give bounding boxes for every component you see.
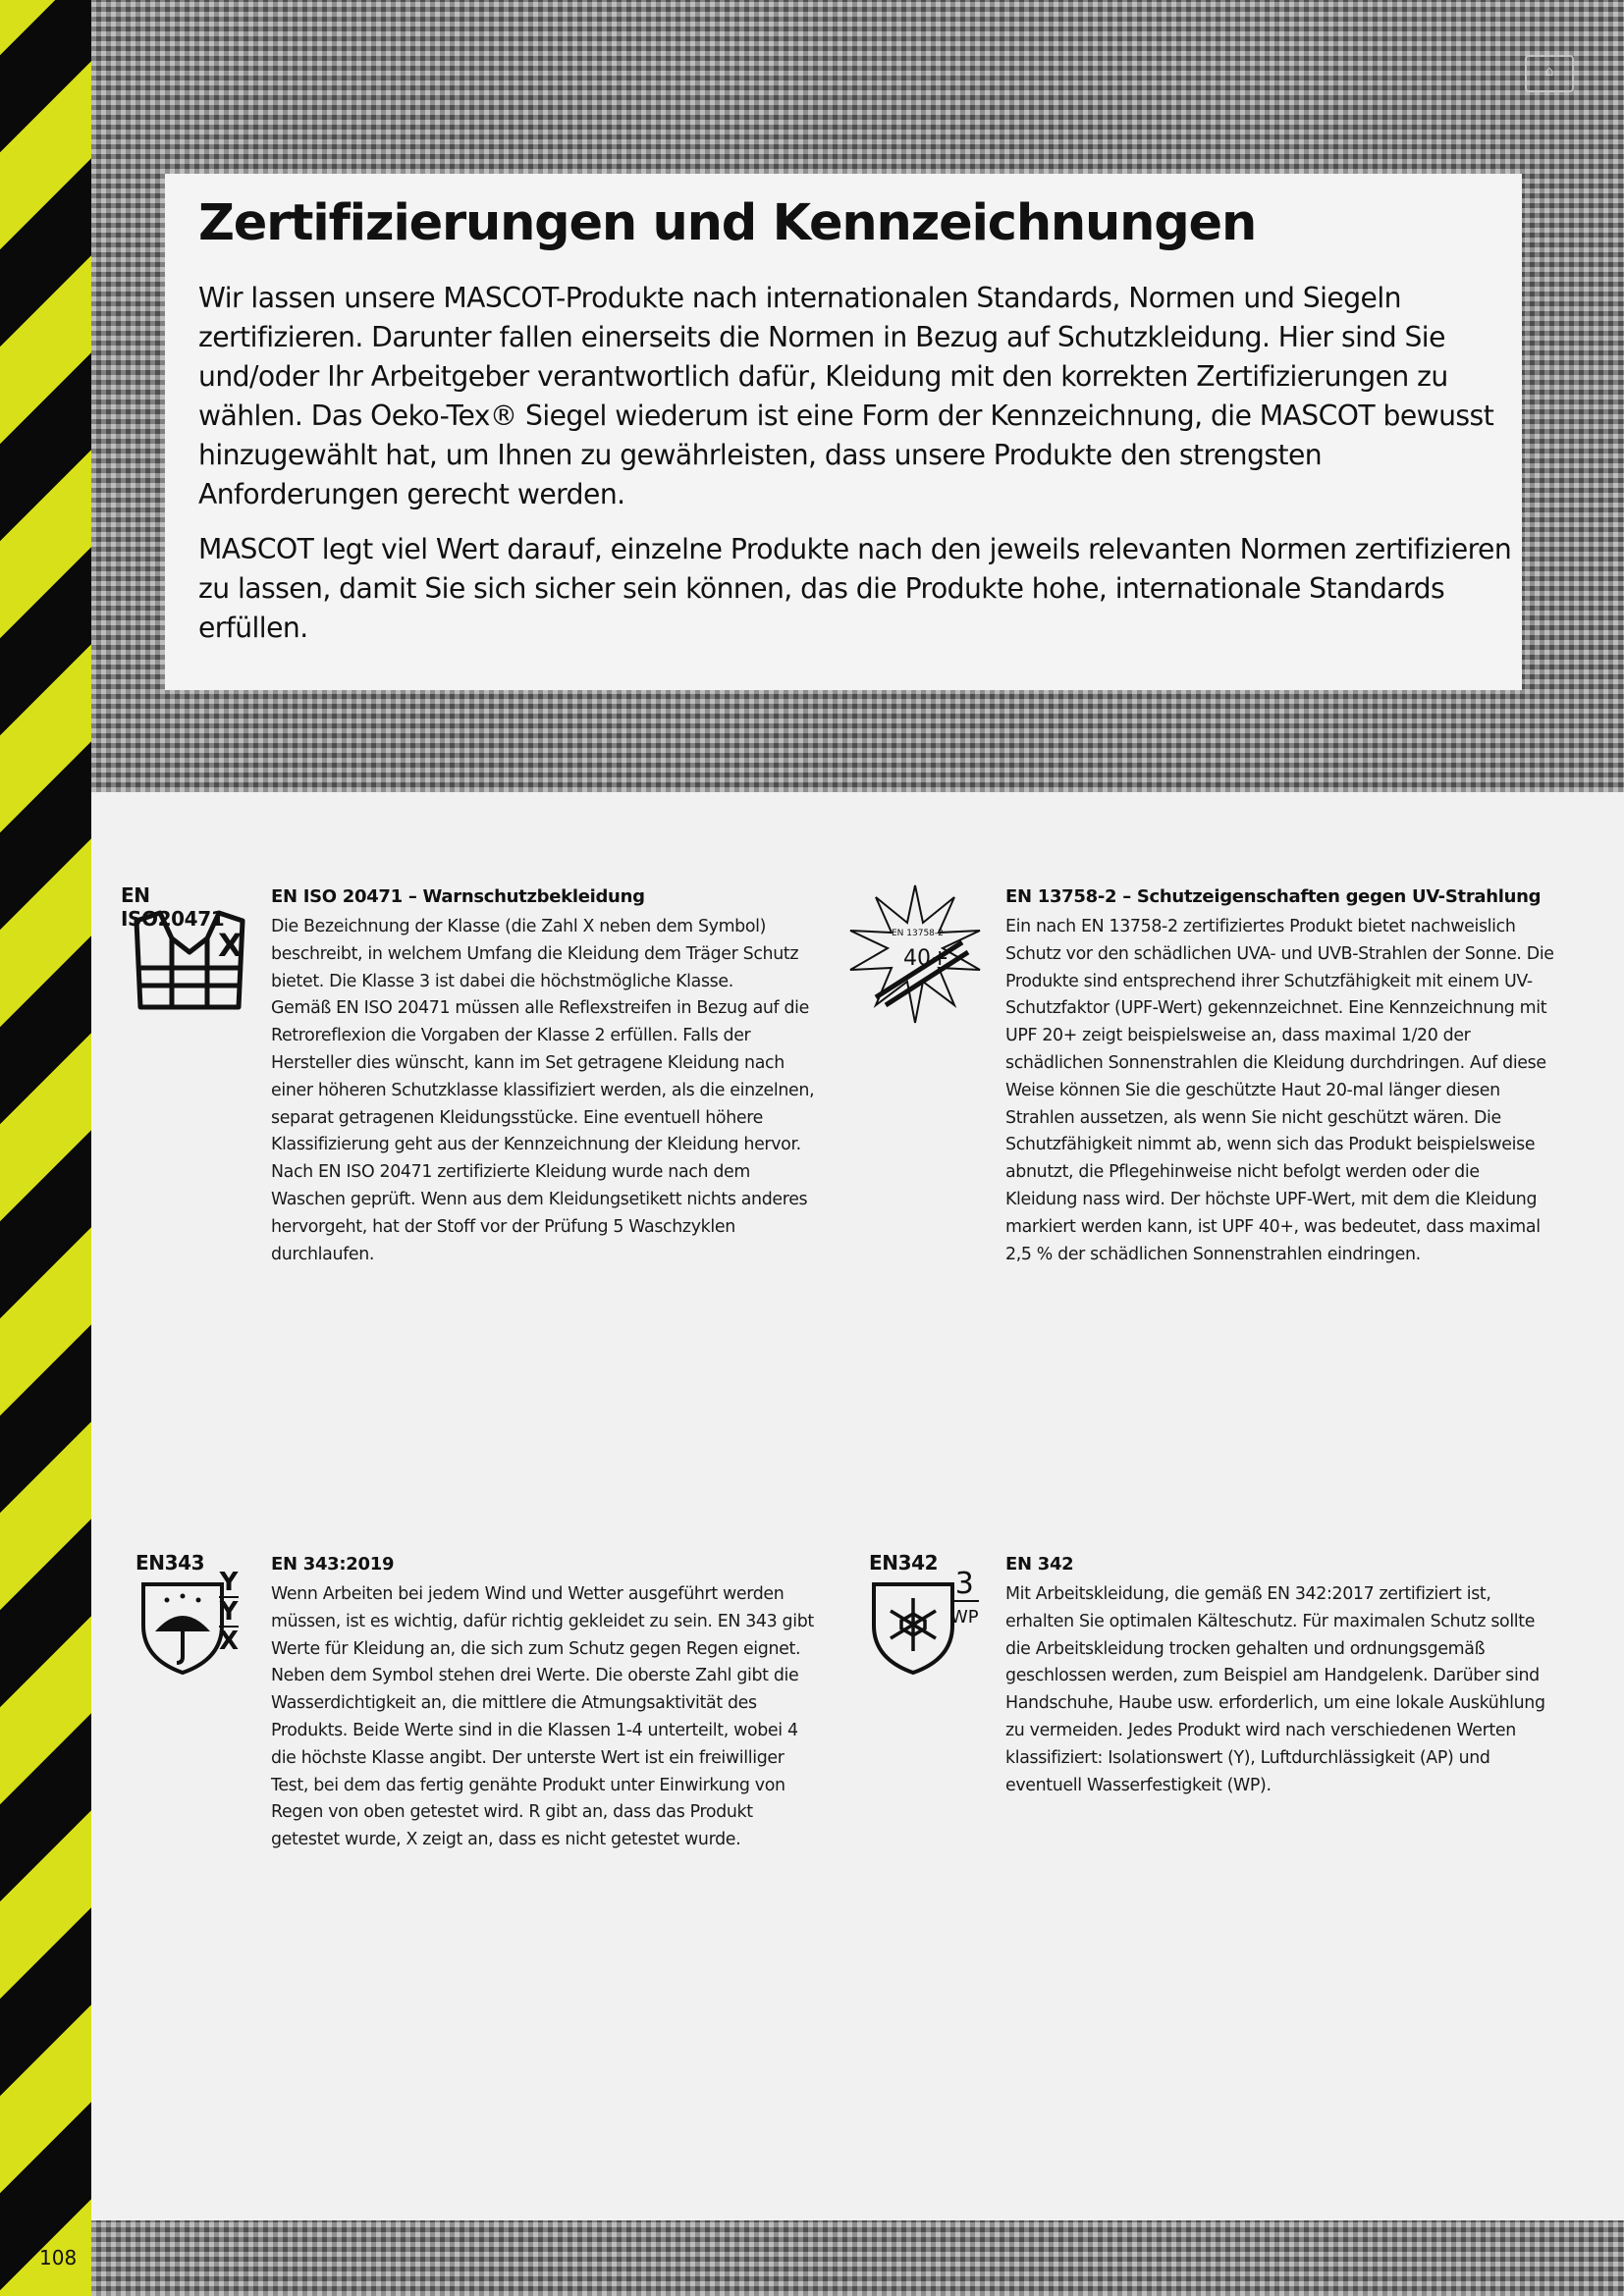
- warning-stripe: [0, 0, 91, 2296]
- cert-paragraph: Ein nach EN 13758-2 zertifiziertes Produkt bietet nachweislich Schutz vor den schädlichen UVA- und UVB-Strahlen der Sonne. Die Produkte sind entsprechend ihrer Schutzfähigkeit mit einem UV-Schutzfaktor (UPF-Wert) gekennzeichnet. Eine Kennzeichnung mit UPF 20+ zeigt beispielsweise an, dass maximal 1/20 der schädlichen Sonnenstrahlen die Kleidung durchdringen. Auf diese Weise können Sie die geschützte Haut 20-mal länger diesen Strahlen aussetzen, als wenn Sie nicht geschützt wären. Die Schutzfähigkeit nimmt ab, wenn sich das Produkt beispielsweise abnutzt, die Pflegehinweise nicht befolgt werden oder die Kleidung nass wird. Der höchste UPF-Wert, mit dem die Kleidung markiert werden kann, ist UPF 40+, was bedeutet, dass maximal 2,5 % der schädlichen Sonnenstrahlen eindringen.: [1005, 917, 1554, 1264]
- page-title: Zertifizierungen und Kennzeichnungen: [198, 194, 1257, 252]
- class-marks: Y Y X: [219, 1568, 240, 1656]
- cert-block-en-342: [1005, 1551, 1555, 1799]
- cert-paragraph: Mit Arbeitskleidung, die gemäß EN 342:2017 zertifiziert ist, erhalten Sie optimalen Kälteschutz. Für maximalen Schutz sollte die Arbeitskleidung trocken gehalten und ordnungsgemäß geschlossen werden, zum Beispiel am Handgelenk. Darüber sind Handschuhe, Haube usw. erforderlich, um eine lokale Auskühlung zu vermeiden. Jedes Produkt wird nach verschiedenen Werten klassifiziert: Isolationswert (Y), Luftdurchlässigkeit (AP) und eventuell Wasserfestigkeit (WP).: [1005, 1584, 1545, 1795]
- cert-title: EN 343:2019: [271, 1554, 395, 1575]
- cert-block-en-343: [271, 1551, 821, 1854]
- intro-paragraph: MASCOT legt viel Wert darauf, einzelne Produkte nach den jeweils relevanten Normen zertifizieren zu lassen, damit Sie sich sicher sein können, das die Produkte hohe, internationale Standards erfüllen.: [198, 533, 1512, 645]
- fabric-texture-footer: [91, 2220, 1624, 2296]
- logo-mark: ⌂: [1525, 55, 1574, 92]
- uv-sun-icon: EN 13758-2 40+: [846, 883, 984, 1026]
- class-mark: X: [218, 927, 243, 964]
- snowflake-shield-icon: EN342: [864, 1551, 982, 1679]
- cert-paragraph: Die Bezeichnung der Klasse (die Zahl X neben dem Symbol) beschreibt, in welchem Umfang die Kleidung dem Träger Schutz bietet. Die Klasse 3 ist dabei die höchstmögliche Klasse.: [271, 917, 799, 991]
- cert-block-en-iso-20471: [271, 883, 821, 1268]
- class-marks: 3 WP: [950, 1569, 979, 1633]
- page-number: 108: [39, 2246, 78, 2269]
- intro-paragraph: Wir lassen unsere MASCOT-Produkte nach internationalen Standards, Normen und Siegeln zertifizieren. Darunter fallen einerseits die Normen in Bezug auf Schutzkleidung. Hier sind Sie und/oder Ihr Arbeitgeber verantwortlich dafür, Kleidung mit den korrekten Zertifizierungen zu wählen. Das Oeko-Tex® Siegel wiederum ist eine Form der Kennzeichnung, die MASCOT bewusst hinzugewählt hat, um Ihnen zu gewährleisten, dass unsere Produkte den strengsten Anforderungen gerecht werden.: [198, 282, 1494, 511]
- cert-title: EN 342: [1005, 1554, 1074, 1575]
- cert-paragraph: Gemäß EN ISO 20471 müssen alle Reflexstreifen in Bezug auf die Retroreflexion die Vorgaben der Klasse 2 erfüllen. Falls der Hersteller dies wünscht, kann im Set getragene Kleidung nach einer höheren Schutzklasse klassifiziert werden, als die einzelnen, separat getragenen Kleidungsstücke. Eine eventuell höhere Klassifizierung geht aus der Kennzeichnung der Kleidung hervor. Nach EN ISO 20471 zertifizierte Kleidung wurde nach dem Waschen geprüft. Wenn aus dem Kleidungsetikett nichts anderes hervorgeht, hat der Stoff vor der Prüfung 5 Waschzyklen durchlaufen.: [271, 998, 815, 1264]
- cert-title: EN 13758-2 – Schutzeigenschaften gegen UV-Strahlung: [1005, 886, 1542, 907]
- rain-umbrella-shield-icon: EN343: [128, 1551, 245, 1679]
- intro-box: [165, 174, 1522, 690]
- cert-block-en-13758-2: [1005, 883, 1555, 1268]
- cert-title: EN ISO 20471 – Warnschutzbekleidung: [271, 886, 645, 907]
- cert-paragraph: Wenn Arbeiten bei jedem Wind und Wetter ausgeführt werden müssen, ist es wichtig, dafür richtig gekleidet zu sein. EN 343 gibt Werte für Kleidung an, die sich zum Schutz gegen Regen eignet. Neben dem Symbol stehen drei Werte. Die oberste Zahl gibt die Wasserdichtigkeit an, die mittlere die Atmungsaktivität des Produkts. Beide Werte sind in die Klassen 1-4 unterteilt, wobei 4 die höchste Klasse angibt. Der unterste Wert ist ein freiwilliger Test, bei dem das fertig genähte Produkt unter Einwirkung von Regen von oben getestet wird. R gibt an, dass das Produkt getestet wurde, X zeigt an, dass es nicht getestet wurde.: [271, 1584, 814, 1850]
- hi-vis-vest-icon: EN ISO20471: [121, 883, 258, 1011]
